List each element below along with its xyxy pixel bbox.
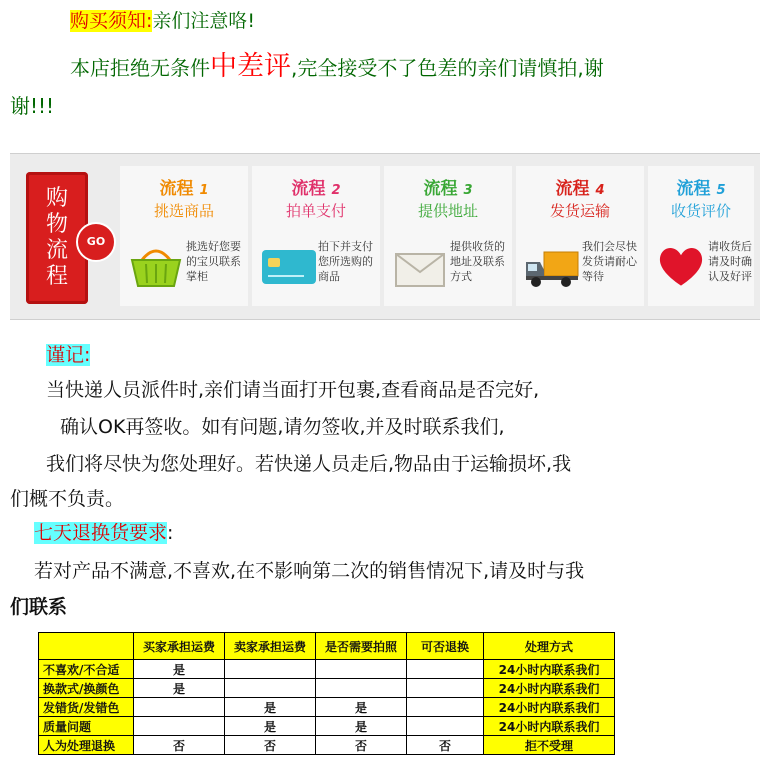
- table-cell: [407, 660, 484, 679]
- step-subtitle: 发货运输: [549, 202, 610, 220]
- returns-colon: :: [167, 522, 174, 544]
- table-row-label: 发错货/发错色: [39, 698, 134, 717]
- caution-heading: [46, 340, 90, 367]
- flow-go-badge: GO: [76, 222, 116, 262]
- table-row: [39, 698, 615, 717]
- table-cell: 是: [225, 717, 316, 736]
- step-title-text: 流程: [159, 179, 194, 199]
- returns-line-1: 若对产品不满意,不喜欢,在不影响第二次的销售情况下,请及时与我: [34, 560, 585, 582]
- caution-title: 谨记:: [46, 344, 91, 366]
- shopping-flow-banner: [10, 153, 760, 320]
- notice-title-tail: 亲们注意咯!: [152, 10, 256, 32]
- card-icon: [260, 240, 316, 292]
- table-cell: 是: [316, 717, 407, 736]
- returns-heading: [34, 518, 173, 545]
- table-cell: 否: [407, 736, 484, 755]
- step-number: 5: [716, 183, 726, 198]
- table-header-cell: 处理方式: [484, 633, 615, 660]
- caution-line-3: 我们将尽快为您处理好。若快递人员走后,物品由于运输损坏,我: [46, 453, 572, 475]
- step-title: [384, 174, 512, 199]
- table-row: [39, 717, 615, 736]
- table-cell: 否: [316, 736, 407, 755]
- step-title-text: 流程: [676, 179, 711, 199]
- table-cell-handling: 24小时内联系我们: [484, 698, 615, 717]
- basket-icon: [128, 240, 184, 292]
- notice-bad-review: 中差评: [210, 51, 291, 82]
- table-cell: [225, 660, 316, 679]
- step-description: 提供收货的地址及联系方式: [450, 240, 505, 283]
- table-cell: 否: [134, 736, 225, 755]
- step-title-text: 流程: [423, 179, 458, 199]
- envelope-icon: [392, 240, 448, 292]
- step-number: 4: [595, 183, 605, 198]
- flow-step-1: [120, 166, 248, 306]
- table-cell-handling: 24小时内联系我们: [484, 717, 615, 736]
- step-title-text: 流程: [291, 179, 326, 199]
- table-header-cell: 可否退换: [407, 633, 484, 660]
- returns-policy-table: [38, 632, 615, 755]
- table-row: [39, 736, 615, 755]
- step-subtitle: 挑选商品: [153, 202, 214, 220]
- step-title: [252, 174, 380, 199]
- notice-line-a-text: 本店拒绝无条件: [70, 56, 210, 80]
- caution-line-1: 当快递人员派件时,亲们请当面打开包裹,查看商品是否完好,: [46, 379, 540, 401]
- step-subtitle: 收货评价: [670, 202, 731, 220]
- step-subtitle: 提供地址: [417, 202, 478, 220]
- table-header-cell: 是否需要拍照: [316, 633, 407, 660]
- step-description: 我们会尽快发货请耐心等待: [582, 240, 637, 283]
- table-cell-handling: 24小时内联系我们: [484, 679, 615, 698]
- table-cell: 是: [225, 698, 316, 717]
- caution-line-2: 确认OK再签收。如有问题,请勿签收,并及时联系我们,: [60, 416, 505, 438]
- step-description: 请收货后请及时确认及好评: [708, 240, 752, 283]
- step-number: 1: [199, 183, 209, 198]
- notice-line-a-tail: ,完全接受不了色差的亲们请慎拍,谢: [291, 56, 604, 80]
- heart-icon: [656, 240, 706, 292]
- table-row-label: 不喜欢/不合适: [39, 660, 134, 679]
- notice-line-b: 谢!!!: [10, 94, 55, 118]
- table-cell: 是: [134, 660, 225, 679]
- table-row-label: 换款式/换颜色: [39, 679, 134, 698]
- flow-step-4: [516, 166, 644, 306]
- table-cell: [134, 698, 225, 717]
- caution-line-4: 们概不负责。: [10, 488, 125, 510]
- table-row-label: 质量问题: [39, 717, 134, 736]
- notice-heading: [70, 6, 255, 33]
- table-cell: [407, 679, 484, 698]
- step-title: [516, 174, 644, 199]
- table-row: [39, 660, 615, 679]
- table-cell: [316, 660, 407, 679]
- flow-badge-text: 购物流程: [45, 186, 68, 289]
- flow-step-3: [384, 166, 512, 306]
- table-header-row: [39, 633, 615, 660]
- step-description: 挑选好您要的宝贝联系掌柜: [186, 240, 241, 283]
- step-description: 拍下并支付您所选购的商品: [318, 240, 373, 283]
- table-cell: 是: [316, 698, 407, 717]
- table-cell: [407, 717, 484, 736]
- step-subtitle: 拍单支付: [285, 202, 346, 220]
- table-header-cell: 买家承担运费: [134, 633, 225, 660]
- step-title-text: 流程: [555, 179, 590, 199]
- step-number: 2: [331, 183, 341, 198]
- table-row-label: 人为处理退换: [39, 736, 134, 755]
- table-cell: [134, 717, 225, 736]
- table-header-cell: [39, 633, 134, 660]
- flow-step-5: [648, 166, 754, 306]
- table-header-cell: 卖家承担运费: [225, 633, 316, 660]
- table-cell: [407, 698, 484, 717]
- table-cell-handling: 24小时内联系我们: [484, 660, 615, 679]
- step-title: [120, 174, 248, 199]
- step-number: 3: [463, 183, 473, 198]
- notice-title: 购买须知:: [70, 10, 153, 32]
- table-cell: [225, 679, 316, 698]
- table-cell: 是: [134, 679, 225, 698]
- table-cell: [316, 679, 407, 698]
- step-title: [648, 174, 754, 199]
- returns-title: 七天退换货要求: [34, 522, 168, 544]
- table-cell-handling: 拒不受理: [484, 736, 615, 755]
- notice-line-a: [70, 44, 604, 83]
- flow-step-2: [252, 166, 380, 306]
- truck-icon: [524, 240, 580, 292]
- table-row: [39, 679, 615, 698]
- table-cell: 否: [225, 736, 316, 755]
- returns-line-2: 们联系: [10, 596, 68, 618]
